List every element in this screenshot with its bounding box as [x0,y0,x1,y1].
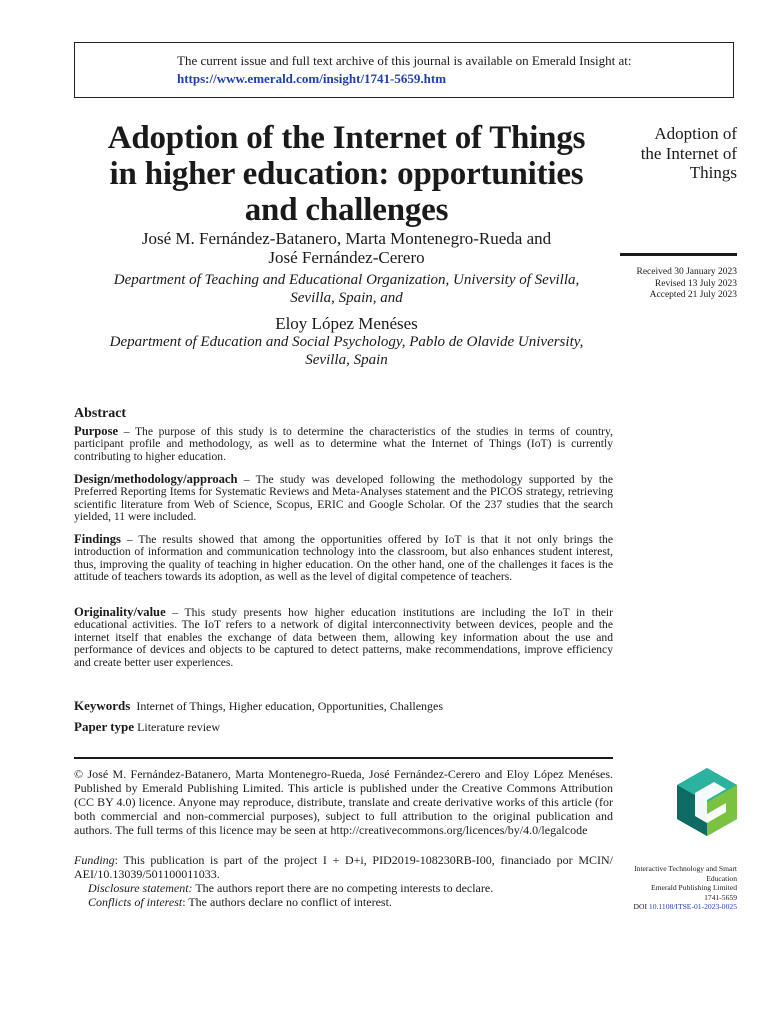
accepted-date: Accepted 21 July 2023 [649,290,737,300]
disclosure-note [74,881,613,895]
purpose-text: – The purpose of this study is to determine the characteristics of the studies in terms of country, participant profile and methodology, as well as to determine what the Internet of Things (IoT) is currently contributing to higher education. [74,425,613,463]
journal-name-line: Education [706,873,737,883]
paper-type-label: Paper type [74,719,135,734]
journal-name-line: Interactive Technology and Smart [634,864,737,873]
author-line: Eloy López Menéses [275,314,418,333]
findings-text: – The results showed that among the opportunities offered by IoT is that it not only brings the introduction of information and communication technology into the classroom, but also enhances student interest, thus, improving the quality of teaching in higher education. On the other hand, one of the challenges it faces is the attitude of teachers towards its adoption, as well as the level of digital competence of teachers. [74,533,613,584]
keywords-label: Keywords [74,698,131,713]
conflicts-text: : The authors declare no conflict of interest. [182,895,392,909]
journal-logo-icon [676,767,738,837]
disclosure-text: The authors report there are no competing interests to declare. [192,881,494,895]
funding-note [74,853,613,881]
funding-label: Funding [74,853,115,867]
running-head [620,124,737,183]
affiliation-1 [74,271,619,307]
paper-type [74,719,220,735]
conflicts-note [74,895,613,909]
originality-label: Originality/value [74,605,166,619]
affiliation-line: Department of Teaching and Educational Organization, University of Sevilla, [113,272,580,288]
affiliation-line: Department of Education and Social Psychology, Pablo de Olavide University, [109,334,584,350]
abstract-heading: Abstract [74,406,127,421]
keywords-text: Internet of Things, Higher education, Opportunities, Challenges [136,699,444,713]
affiliation-line: Sevilla, Spain [305,352,388,368]
purpose-label: Purpose [74,424,119,438]
revised-date: Revised 13 July 2023 [654,278,737,289]
conflicts-label: Conflicts of interest [88,895,183,909]
abstract-purpose [74,425,613,463]
title-line: in higher education: opportunities [109,156,584,192]
affiliation-line: Sevilla, Spain, and [290,290,403,306]
originality-text: – This study presents how higher education institutions are including the IoT in their educational activities. The IoT refers to a network of digital interconnectivity between devices, people and the internet itself that enables the exchange of data between them, allowing key information about the use and performance of devices and objects to be captured to detect patterns, make recommendations, improve efficiency and create better user experiences. [74,606,613,669]
findings-label: Findings [74,532,121,546]
abstract-findings [74,533,613,584]
keywords [74,698,443,714]
author-list-1 [74,229,619,267]
disclosure-label: Disclosure statement: [88,881,193,895]
design-label: Design/methodology/approach [74,472,238,486]
notice-text: The current issue and full text archive of this journal is available on Emerald Insight at: [177,53,632,68]
paper-type-text: Literature review [137,720,221,734]
doi-label: DOI [633,902,647,912]
title-line: Adoption of the Internet of Things [107,120,586,156]
author-line: José M. Fernández-Batanero, Marta Montenegro-Rueda and [141,229,552,248]
doi-line [620,902,737,912]
abstract-originality [74,606,613,669]
affiliation-2 [74,333,619,369]
design-text: – The study was developed following the methodology supported by the Preferred Reporting Items for Systematic Reviews and Meta-Analyses statement and the PICOS strategy, retrieving scientific literature from Web of Science, Scopus, ERIC and Google Scholar. Of the 237 studies that the search yielded, 11 were included. [74,473,613,524]
funding-text: : This publication is part of the project I + D+i, PID2019-108230RB-I00, financiado por MCIN/ AEI/10.13039/501100011033. [74,853,613,881]
margin-rule [620,253,737,256]
footnote-rule [74,757,613,759]
running-head-line: Things [689,163,737,182]
doi-link[interactable]: 10.1108/ITSE-01-2023-0025 [648,902,737,912]
publisher: Emerald Publishing Limited [650,883,737,893]
author-list-2 [74,314,619,333]
journal-url-link[interactable]: https://www.emerald.com/insight/1741-5659.htm [177,71,447,86]
history-dates [620,267,737,302]
author-line: José Fernández-Cerero [268,248,425,267]
issn: 1741-5659 [704,892,737,902]
received-date: Received 30 January 2023 [636,267,737,277]
journal-notice-box [74,42,734,98]
abstract-design [74,473,613,524]
title-line: and challenges [244,192,449,228]
running-head-line: the Internet of [640,143,737,163]
article-title [74,120,619,228]
license-statement: © José M. Fernández-Batanero, Marta Montenegro-Rueda, José Fernández-Cerero and Eloy López Menéses. Published by Emerald Publishing Limited. This article is published under the Creative Commons Attribution (CC BY 4.0) licence. Anyone may reproduce, distribute, translate and create derivative works of this article (for both commercial and non-commercial purposes), subject to full attribution to the original publication and authors. The full terms of this licence may be seen at http://creativecommons.org/licences/by/4.0/legalcode [74,767,613,837]
journal-info [620,864,737,912]
running-head-line: Adoption of [654,124,737,143]
